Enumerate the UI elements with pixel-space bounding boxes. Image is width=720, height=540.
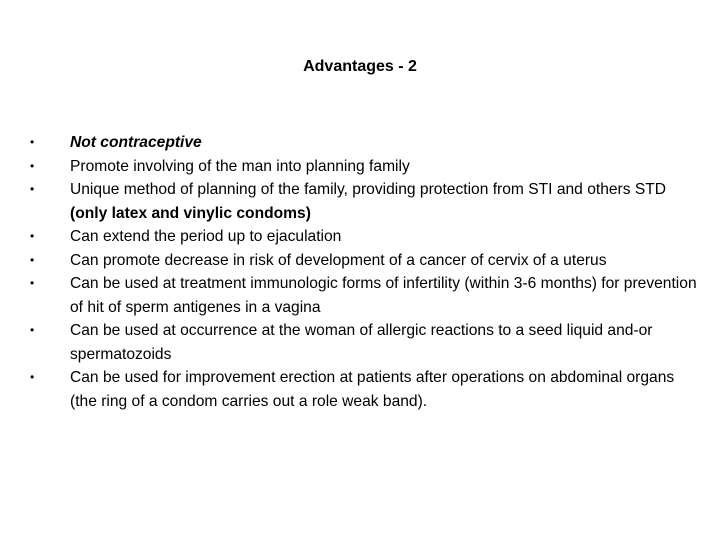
item-bold-suffix: (only latex and vinylic condoms) xyxy=(70,204,311,222)
item-text: Not contraceptive xyxy=(70,134,202,151)
list-item xyxy=(30,225,700,249)
list-item xyxy=(30,131,700,155)
item-text: Can promote decrease in risk of development of a cancer of cervix of a uterus xyxy=(70,251,607,269)
item-text: Promote involving of the man into planning family xyxy=(70,157,410,175)
bullet: • xyxy=(30,252,35,267)
bullet: • xyxy=(30,276,35,290)
list-item xyxy=(30,155,700,179)
list-item xyxy=(30,319,700,366)
list-item xyxy=(30,366,700,413)
bullet: • xyxy=(30,182,35,196)
bullet: • xyxy=(30,158,35,173)
bullet: • xyxy=(30,135,35,149)
item-text: Can be used at occurrence at the woman of allergic reactions to a seed liquid and-or spermatozoids xyxy=(70,322,653,363)
list-item xyxy=(30,272,700,319)
item-text: Can be used at treatment immunologic forms of infertility (within 3-6 months) for prevention of hit of sperm antigenes in a vagina xyxy=(70,275,697,316)
item-text: Unique method of planning of the family, providing protection from STI and others STD xyxy=(70,181,667,198)
bullet: • xyxy=(30,370,35,384)
item-text: Can extend the period up to ejaculation xyxy=(70,228,342,245)
bullet: • xyxy=(30,229,35,243)
item-text: Can be used for improvement erection at patients after operations on abdominal organs (the ring of a condom carries out a role weak band). xyxy=(70,369,675,410)
slide-title: Advantages - 2 xyxy=(303,58,417,75)
bullet: • xyxy=(30,323,35,337)
list-item xyxy=(30,178,700,225)
advantages-list xyxy=(30,131,700,413)
list-item xyxy=(30,249,700,273)
